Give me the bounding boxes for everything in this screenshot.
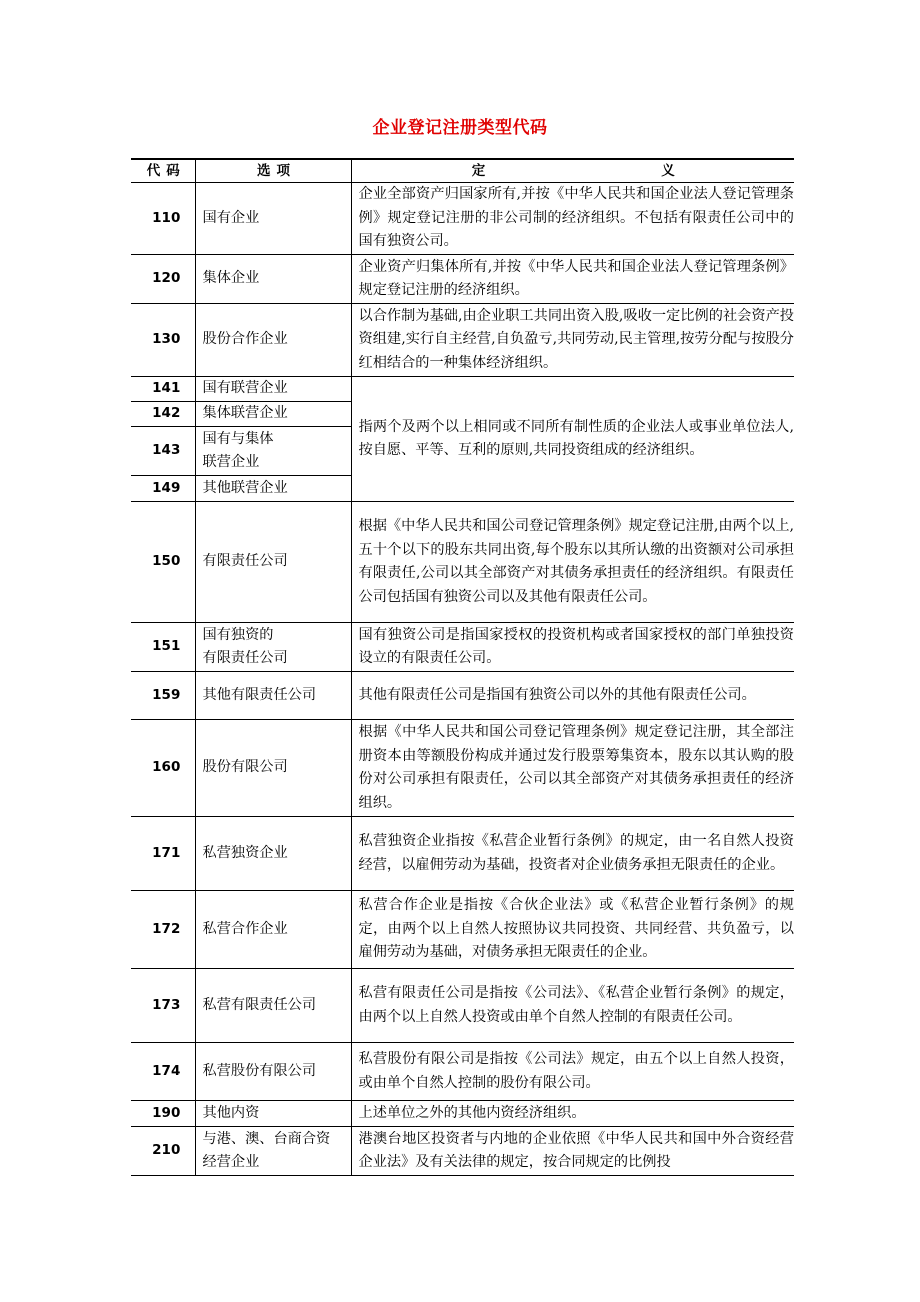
row-definition: 私营合作企业是指按《合伙企业法》或《私营企业暂行条例》的规定，由两个以上自然人按照协议共同投资、共同经营、共负盈亏，以雇佣劳动为基础，对债务承担无限责任的企业。: [351, 891, 794, 969]
row-code: 150: [131, 502, 195, 623]
row-code: 149: [131, 476, 195, 502]
row-code: 171: [131, 817, 195, 891]
row-definition: 指两个及两个以上相同或不同所有制性质的企业法人或事业单位法人,按自愿、平等、互利的原则,共同投资组成的经济组织。: [351, 377, 794, 502]
row-definition: 私营股份有限公司是指按《公司法》规定，由五个以上自然人投资，或由单个自然人控制的股份有限公司。: [351, 1043, 794, 1101]
table-row: [131, 623, 794, 672]
table-row: [131, 1101, 794, 1127]
row-definition: 其他有限责任公司是指国有独资公司以外的其他有限责任公司。: [351, 672, 794, 720]
registration-type-table: [131, 158, 794, 1176]
row-code: 210: [131, 1127, 195, 1176]
row-option: 集体企业: [195, 255, 351, 304]
header-definition: [351, 159, 794, 183]
row-option-line2: 联营企业: [202, 454, 260, 470]
row-option-line2: 经营企业: [202, 1154, 260, 1170]
row-code: 130: [131, 304, 195, 377]
row-code: 143: [131, 427, 195, 476]
row-definition: 港澳台地区投资者与内地的企业依照《中华人民共和国中外合资经营企业法》及有关法律的规定，按合同规定的比例投: [351, 1127, 794, 1176]
row-option: [195, 623, 351, 672]
row-option: 其他内资: [195, 1101, 351, 1127]
row-code: 159: [131, 672, 195, 720]
row-definition: 私营有限责任公司是指按《公司法》、《私营企业暂行条例》的规定，由两个以上自然人投资或由单个自然人控制的有限责任公司。: [351, 969, 794, 1043]
row-option: 私营股份有限公司: [195, 1043, 351, 1101]
row-option-line2: 有限责任公司: [202, 650, 288, 666]
row-code: 160: [131, 720, 195, 817]
table-row: [131, 304, 794, 377]
row-code: 142: [131, 402, 195, 427]
row-code: 110: [131, 183, 195, 255]
row-definition: 国有独资公司是指国家授权的投资机构或者国家授权的部门单独投资设立的有限责任公司。: [351, 623, 794, 672]
table-row: [131, 1127, 794, 1176]
row-option: [195, 1127, 351, 1176]
row-code: 190: [131, 1101, 195, 1127]
row-option-line1: 国有独资的: [202, 626, 274, 643]
table-header-row: [131, 159, 794, 183]
row-code: 120: [131, 255, 195, 304]
row-definition: 根据《中华人民共和国公司登记管理条例》规定登记注册，其全部注册资本由等额股份构成并通过发行股票筹集资本，股东以其认购的股份对公司承担有限责任，公司以其全部资产对其债务承担责任的经济组织。: [351, 720, 794, 817]
table-row: [131, 672, 794, 720]
row-definition: 根据《中华人民共和国公司登记管理条例》规定登记注册,由两个以上,五十个以下的股东共同出资,每个股东以其所认缴的出资额对公司承担有限责任,公司以其全部资产对其债务承担责任的经济组织。有限责任公司包括国有独资公司以及其他有限责任公司。: [351, 502, 794, 623]
table-row: [131, 891, 794, 969]
row-option: [195, 427, 351, 476]
row-definition: 企业全部资产归国家所有,并按《中华人民共和国企业法人登记管理条例》规定登记注册的非公司制的经济组织。不包括有限责任公司中的国有独资公司。: [351, 183, 794, 255]
header-definition-right: 义: [661, 163, 681, 179]
row-option: 有限责任公司: [195, 502, 351, 623]
table-row: [131, 255, 794, 304]
row-option: 国有企业: [195, 183, 351, 255]
row-option: 集体联营企业: [195, 402, 351, 427]
table-row: [131, 1043, 794, 1101]
row-option: 国有联营企业: [195, 377, 351, 402]
row-option: 私营有限责任公司: [195, 969, 351, 1043]
table-row: [131, 817, 794, 891]
table-row: [131, 969, 794, 1043]
row-definition: 私营独资企业指按《私营企业暂行条例》的规定，由一名自然人投资经营，以雇佣劳动为基础，投资者对企业债务承担无限责任的企业。: [351, 817, 794, 891]
row-option: 其他联营企业: [195, 476, 351, 502]
row-option: 其他有限责任公司: [195, 672, 351, 720]
row-code: 173: [131, 969, 195, 1043]
table-row: [131, 720, 794, 817]
header-code: 代码: [131, 159, 195, 183]
row-option: 股份有限公司: [195, 720, 351, 817]
header-definition-left: 定: [471, 163, 492, 179]
row-definition: 以合作制为基础,由企业职工共同出资入股,吸收一定比例的社会资产投资组建,实行自主经营,自负盈亏,共同劳动,民主管理,按劳分配与按股分红相结合的一种集体经济组织。: [351, 304, 794, 377]
row-code: 151: [131, 623, 195, 672]
page-title: 企业登记注册类型代码: [372, 118, 548, 138]
row-definition: 企业资产归集体所有,并按《中华人民共和国企业法人登记管理条例》规定登记注册的经济组织。: [351, 255, 794, 304]
row-option-line1: 与港、澳、台商合资: [202, 1130, 331, 1147]
table-row: [131, 502, 794, 623]
table-row: [131, 377, 794, 402]
row-option: 私营合作企业: [195, 891, 351, 969]
row-option: 私营独资企业: [195, 817, 351, 891]
header-option: 选项: [195, 159, 351, 183]
row-definition: 上述单位之外的其他内资经济组织。: [351, 1101, 794, 1127]
row-code: 141: [131, 377, 195, 402]
row-code: 174: [131, 1043, 195, 1101]
table-row: [131, 183, 794, 255]
row-code: 172: [131, 891, 195, 969]
row-option-line1: 国有与集体: [202, 430, 274, 447]
row-option: 股份合作企业: [195, 304, 351, 377]
